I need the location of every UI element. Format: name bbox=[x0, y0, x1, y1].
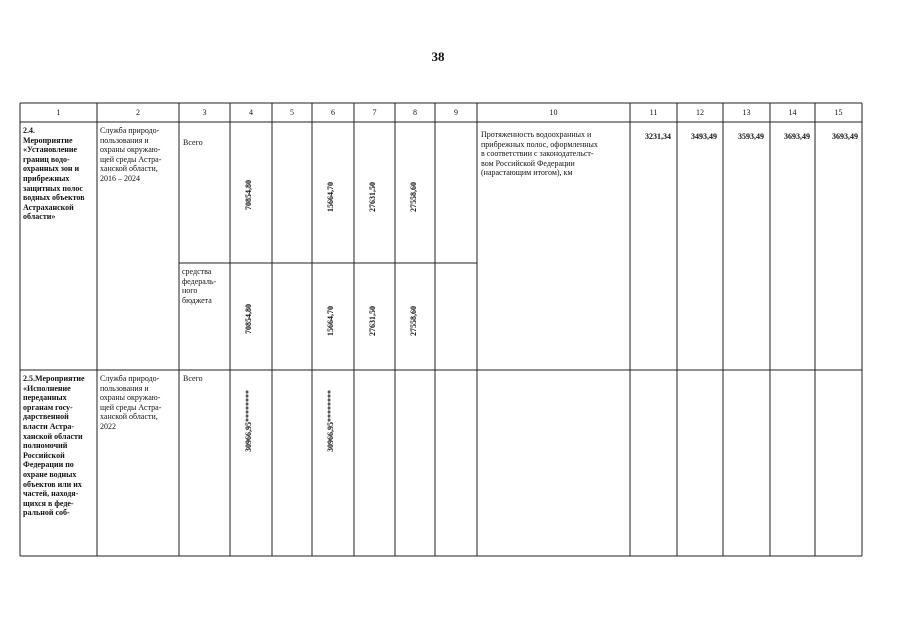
column-header-2: 2 bbox=[136, 108, 140, 117]
column-header-13: 13 bbox=[742, 108, 751, 117]
column-header-10: 10 bbox=[549, 108, 558, 117]
row-2-4-total-col4: 70854,80 bbox=[244, 180, 253, 210]
column-header-4: 4 bbox=[249, 108, 253, 117]
measure-2-4-executor: Служба природо- пользования и охраны окружаю- щей среды Астра- ханской области, 2016 – 2024 bbox=[100, 126, 162, 183]
row-2-4-federal-col6: 15664,70 bbox=[326, 306, 335, 336]
indicator-value-col14: 3693,49 bbox=[784, 132, 810, 141]
column-header-11: 11 bbox=[649, 108, 658, 117]
measure-2-5-title: 2.5.Мероприятие «Исполнение переданных органам госу- дарственной власти Астра- ханской области полномочий Российской Федерации по охране водных объектов или их частей, находя- щихся в феде- ральной соб- bbox=[23, 374, 85, 518]
measure-2-4-title: 2.4. Мероприятие «Установление границ водо- охранных зон и прибрежных защитных полос водных объектов Астраханской области» bbox=[23, 126, 85, 222]
column-header-8: 8 bbox=[413, 108, 417, 117]
source-federal-label: средства федераль- ного бюджета bbox=[182, 267, 217, 305]
row-2-4-total-col6: 15664,70 bbox=[326, 182, 335, 212]
row-2-5-total-col4: 30966,95******** bbox=[244, 390, 253, 452]
row-2-4-total-col7: 27631,50 bbox=[368, 182, 377, 212]
indicator-value-col11: 3231,34 bbox=[645, 132, 671, 141]
indicator-value-col12: 3493,49 bbox=[691, 132, 717, 141]
indicator-value-col13: 3593,49 bbox=[738, 132, 764, 141]
column-header-7: 7 bbox=[372, 108, 377, 117]
row-2-4-federal-col7: 27631,50 bbox=[368, 306, 377, 336]
row-2-4-federal-col4: 70854,80 bbox=[244, 304, 253, 334]
row-2-4-federal-col8: 27558,60 bbox=[409, 306, 418, 336]
indicator-value-col15: 3693,49 bbox=[832, 132, 858, 141]
column-header-15: 15 bbox=[834, 108, 843, 117]
column-header-9: 9 bbox=[454, 108, 458, 117]
column-header-3: 3 bbox=[202, 108, 207, 117]
page-number: 38 bbox=[431, 49, 445, 64]
column-header-12: 12 bbox=[696, 108, 704, 117]
row-2-4-total-col8: 27558,60 bbox=[409, 182, 418, 212]
column-header-14: 14 bbox=[788, 108, 797, 117]
source-total-label-2-5: Всего bbox=[183, 374, 203, 383]
indicator-description: Протяженность водоохранных и прибрежных полос, оформленных в соответствии с законодательст- вом Российской Федерации (нарастающим итогом), км bbox=[481, 130, 598, 178]
row-2-5-total-col6: 30966,95******** bbox=[326, 390, 335, 452]
column-header-5: 5 bbox=[290, 108, 294, 117]
measure-2-5-executor: Служба природо- пользования и охраны окружаю- щей среды Астра- ханской области, 2022 bbox=[100, 374, 162, 431]
column-header-6: 6 bbox=[331, 108, 335, 117]
source-total-label: Всего bbox=[183, 138, 203, 147]
column-header-1: 1 bbox=[56, 108, 61, 117]
